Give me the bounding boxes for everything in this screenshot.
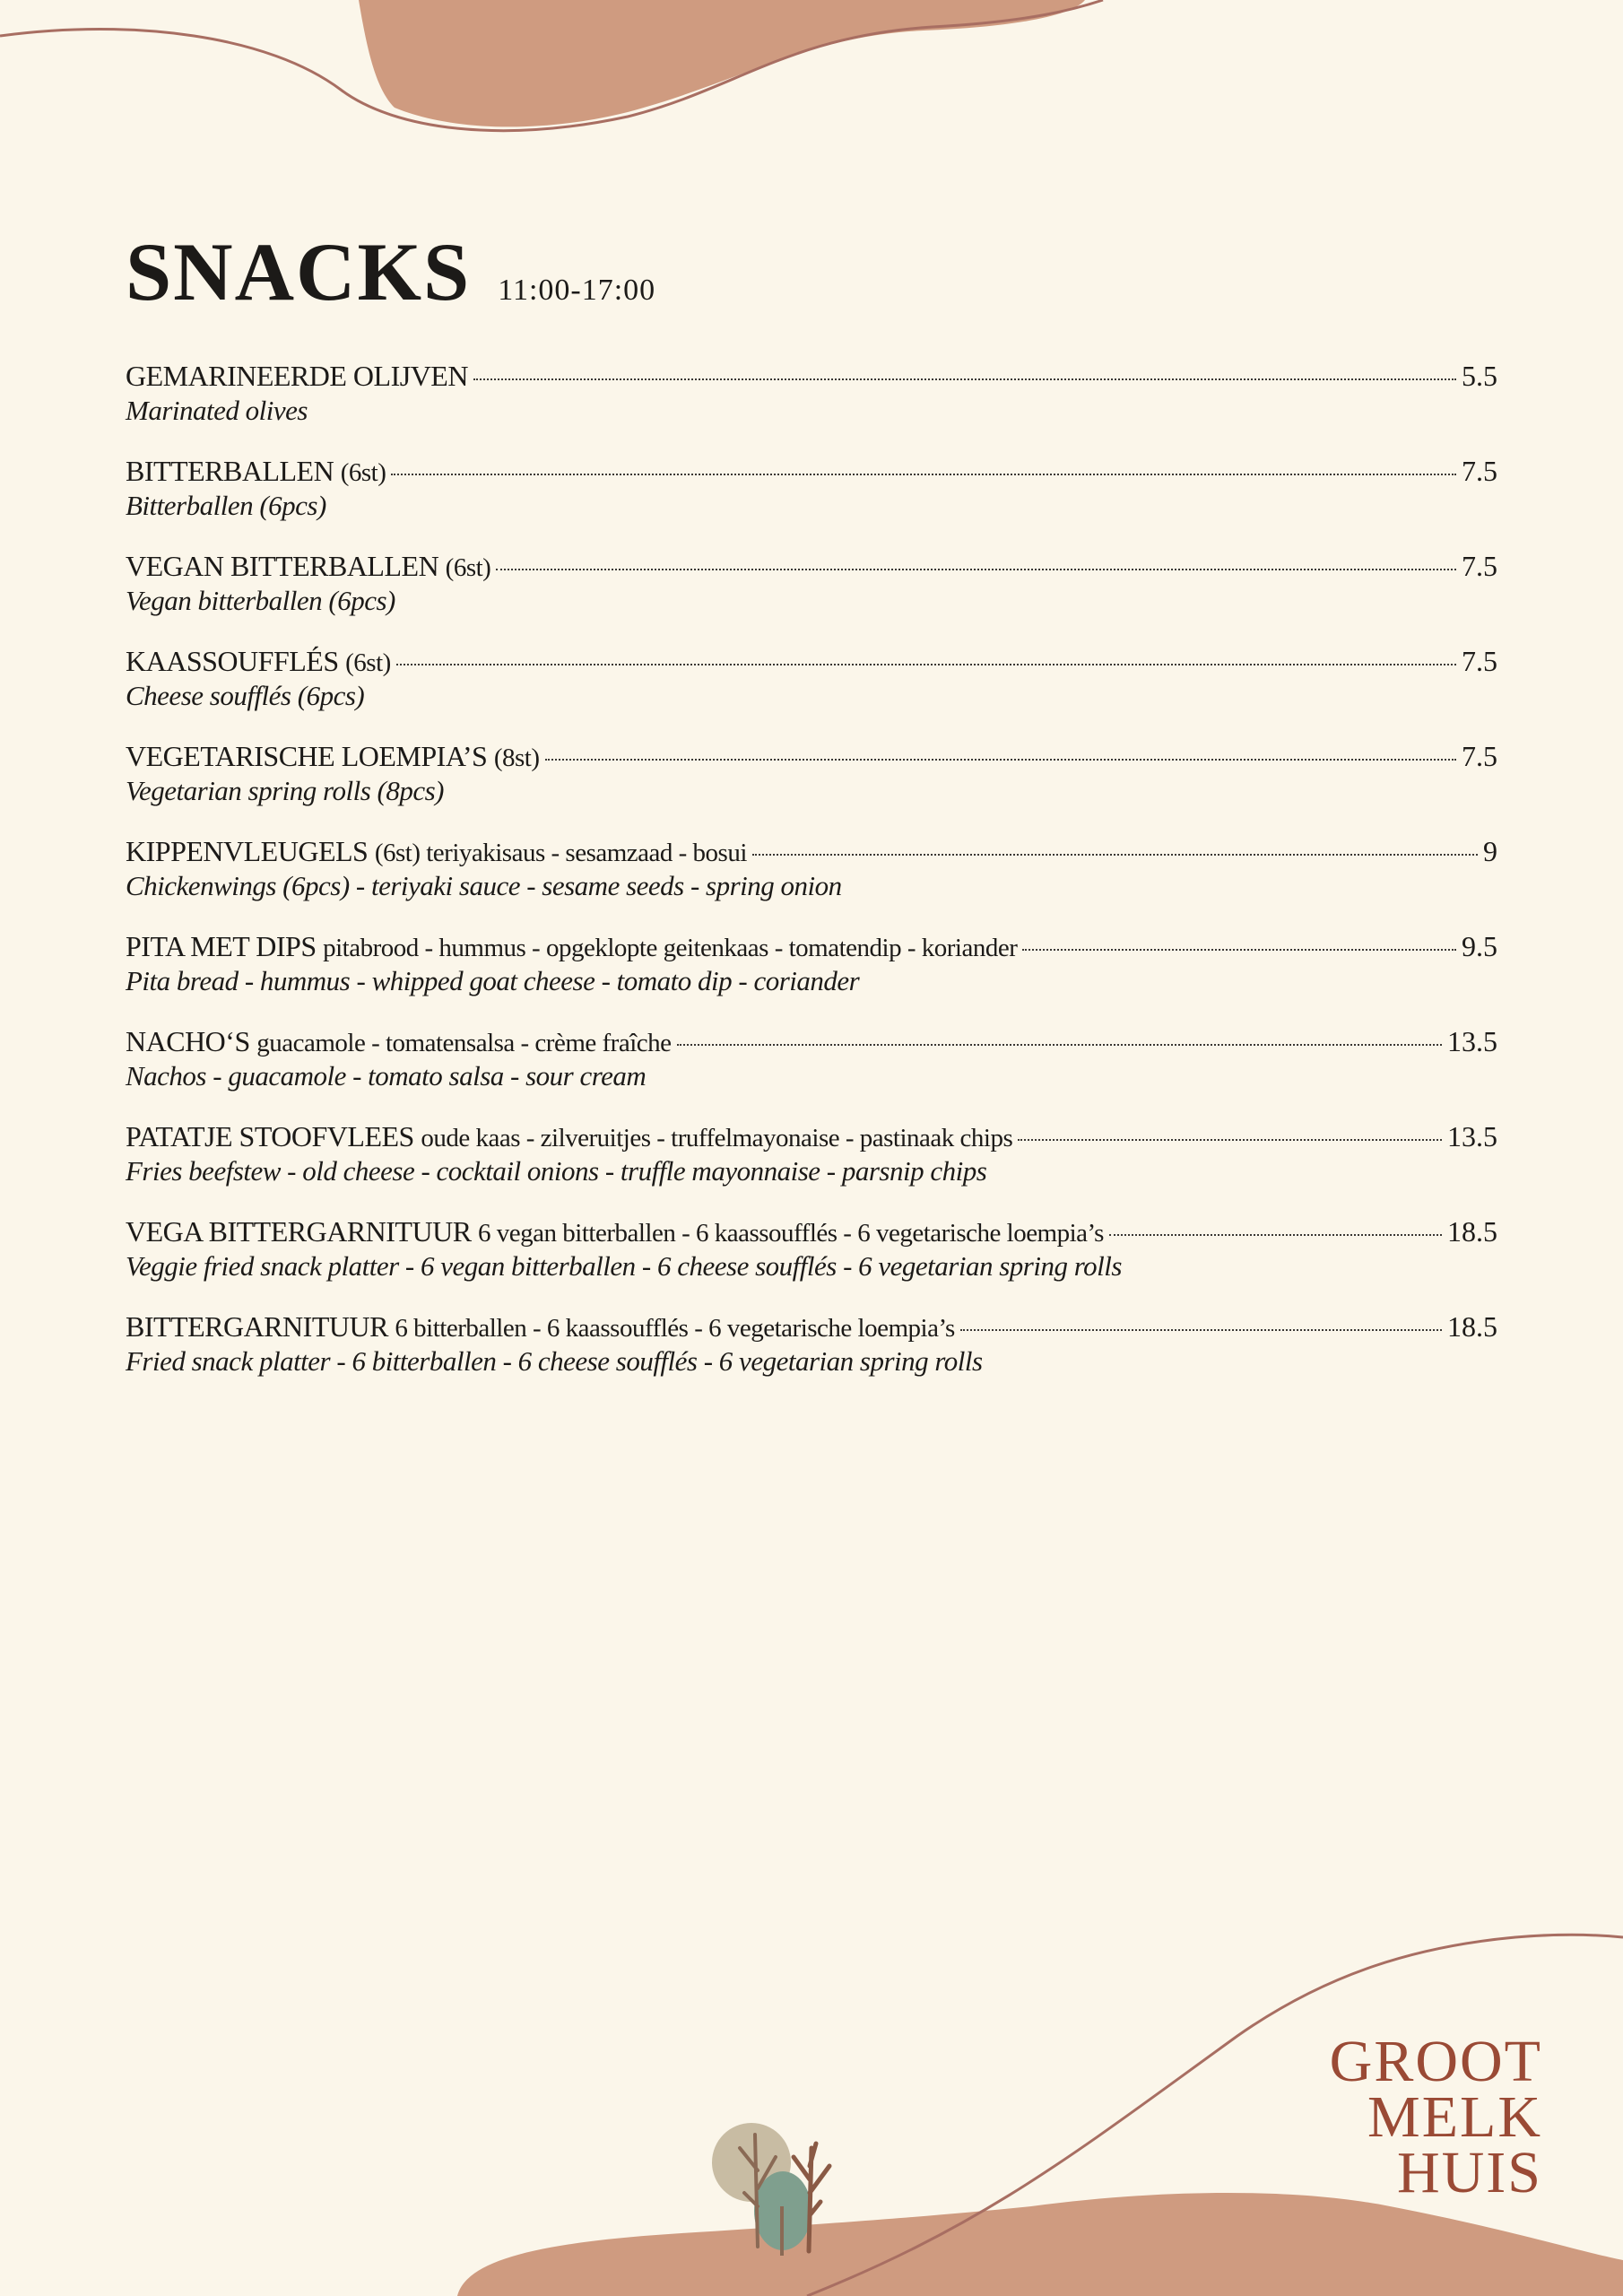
item-price: 7.5	[1462, 740, 1497, 772]
menu-item	[126, 359, 1497, 454]
snack-menu	[126, 359, 1497, 1405]
menu-item	[126, 1119, 1497, 1214]
menu-item	[126, 549, 1497, 644]
item-english: Pita bread - hummus - whipped goat cheese - tomato dip - coriander	[126, 965, 860, 996]
item-english: Fried snack platter - 6 bitterballen - 6 cheese soufflés - 6 vegetarian spring rolls	[126, 1345, 983, 1377]
item-name: PATATJE STOOFVLEES oude kaas - zilveruitjes - truffelmayonaise - pastinaak chips	[126, 1120, 1013, 1152]
item-name: VEGETARISCHE LOEMPIA’S (8st)	[126, 740, 540, 772]
page-title: SNACKS	[126, 226, 472, 317]
item-price: 7.5	[1462, 550, 1497, 582]
item-english: Chickenwings (6pcs) - teriyaki sauce - sesame seeds - spring onion	[126, 870, 842, 901]
item-price: 9.5	[1462, 930, 1497, 962]
item-name: VEGAN BITTERBALLEN (6st)	[126, 550, 491, 582]
dot-leader	[545, 759, 1457, 761]
item-price: 18.5	[1447, 1215, 1497, 1248]
item-name: PITA MET DIPS pitabrood - hummus - opgeklopte geitenkaas - tomatendip - koriander	[126, 930, 1018, 962]
dot-leader	[473, 378, 1456, 380]
item-english: Cheese soufflés (6pcs)	[126, 680, 365, 711]
item-english: Nachos - guacamole - tomato salsa - sour cream	[126, 1060, 647, 1091]
item-name: KAASSOUFFLÉS (6st)	[126, 645, 391, 677]
item-name: NACHO‘S guacamole - tomatensalsa - crème fraîche	[126, 1025, 672, 1057]
top-blob	[359, 0, 1085, 126]
item-english: Vegan bitterballen (6pcs)	[126, 585, 395, 616]
item-name: BITTERGARNITUUR 6 bitterballen - 6 kaassoufflés - 6 vegetarische loempia’s	[126, 1310, 955, 1343]
item-price: 13.5	[1447, 1025, 1497, 1057]
logo-line: HUIS	[1396, 2140, 1542, 2205]
item-price: 13.5	[1447, 1120, 1497, 1152]
bottom-blob	[457, 2193, 1623, 2296]
dot-leader	[1018, 1139, 1442, 1141]
item-price: 9	[1483, 835, 1497, 867]
item-price: 5.5	[1462, 360, 1497, 392]
item-english: Bitterballen (6pcs)	[126, 490, 326, 521]
brand-logo	[1273, 2029, 1542, 2205]
dot-leader	[396, 664, 1456, 665]
dot-leader	[1022, 949, 1456, 951]
item-price: 7.5	[1462, 645, 1497, 677]
menu-item	[126, 1309, 1497, 1405]
menu-item	[126, 644, 1497, 739]
menu-item	[126, 929, 1497, 1024]
item-english: Veggie fried snack platter - 6 vegan bitterballen - 6 cheese soufflés - 6 vegetarian spring rolls	[126, 1250, 1122, 1282]
item-name: BITTERBALLEN (6st)	[126, 455, 386, 487]
menu-item	[126, 739, 1497, 834]
menu-item	[126, 454, 1497, 549]
item-name: VEGA BITTERGARNITUUR 6 vegan bitterballen - 6 kaassoufflés - 6 vegetarische loempia’s	[126, 1215, 1104, 1248]
logo-line: GROOT	[1329, 2029, 1542, 2094]
dot-leader	[960, 1329, 1442, 1331]
item-english: Vegetarian spring rolls (8pcs)	[126, 775, 444, 806]
dot-leader	[496, 569, 1456, 570]
item-name: KIPPENVLEUGELS (6st) teriyakisaus - sesamzaad - bosui	[126, 835, 747, 867]
item-name: GEMARINEERDE OLIJVEN	[126, 360, 468, 392]
item-price: 7.5	[1462, 455, 1497, 487]
menu-item	[126, 1214, 1497, 1309]
item-price: 18.5	[1447, 1310, 1497, 1343]
menu-item	[126, 834, 1497, 929]
opening-hours: 11:00-17:00	[498, 274, 656, 307]
dot-leader	[677, 1044, 1442, 1046]
item-english: Marinated olives	[126, 395, 308, 426]
menu-header	[126, 224, 655, 319]
dot-leader	[1109, 1234, 1442, 1236]
dot-leader	[391, 474, 1456, 475]
dot-leader	[752, 854, 1478, 856]
menu-item	[126, 1024, 1497, 1119]
item-english: Fries beefstew - old cheese - cocktail onions - truffle mayonnaise - parsnip chips	[126, 1155, 987, 1187]
logo-line: MELK	[1367, 2084, 1542, 2150]
